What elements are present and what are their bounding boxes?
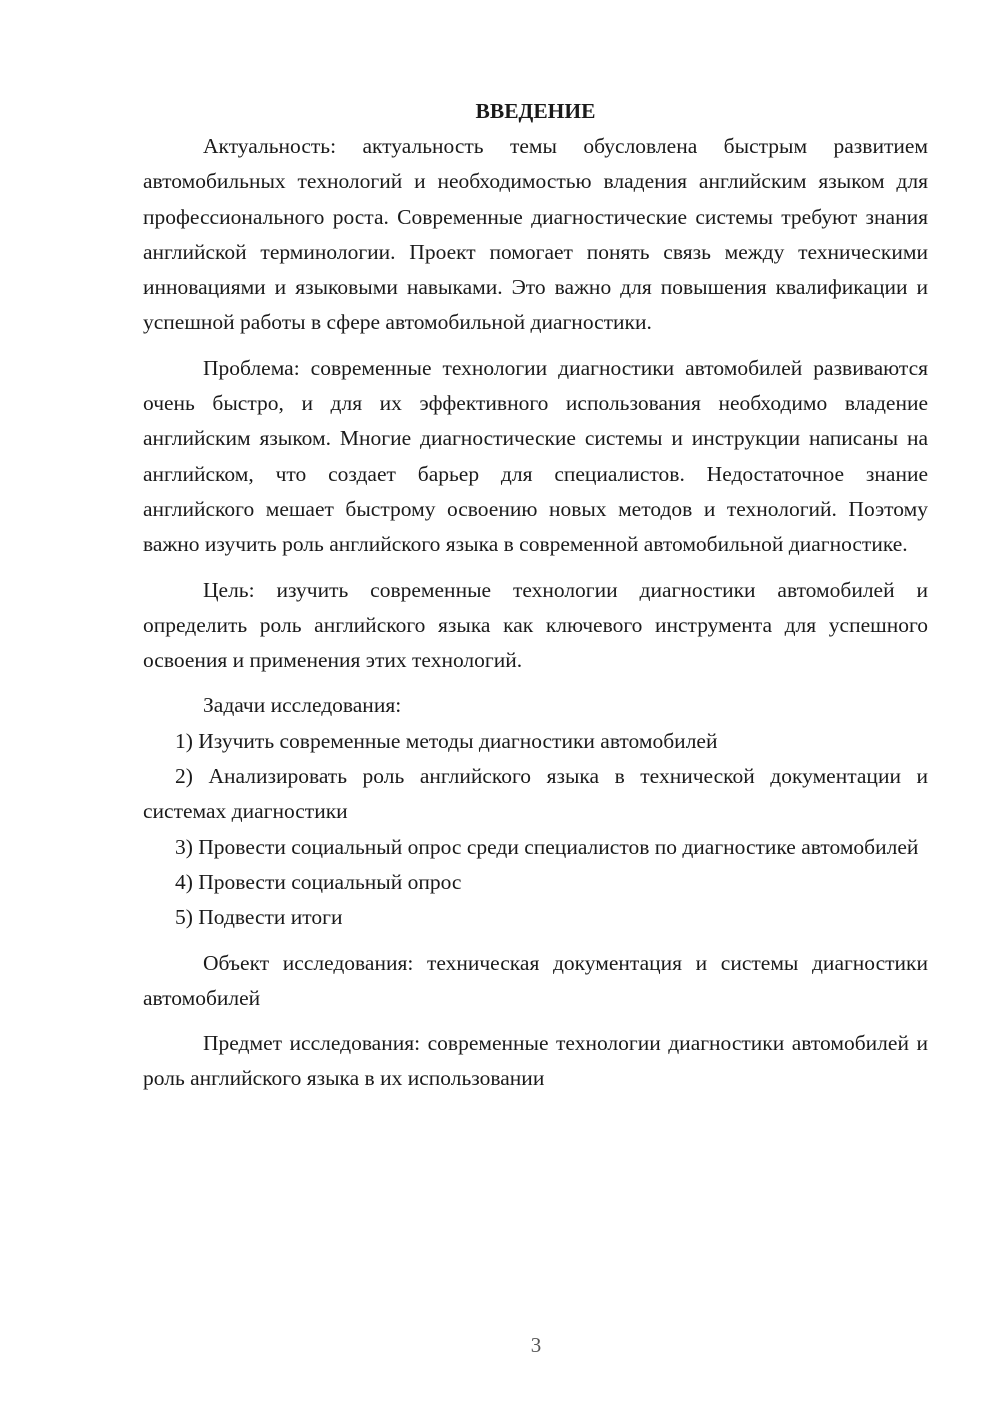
- goal-paragraph: Цель: изучить современные технологии диагностики автомобилей и определить роль английского языка как ключевого инструмента для успешного освоения и применения этих технологий.: [143, 577, 928, 673]
- task-item-3: 3) Провести социальный опрос среди специалистов по диагностике автомобилей: [175, 834, 919, 859]
- object-paragraph: Объект исследования: техническая документация и системы диагностики автомобилей: [143, 950, 928, 1010]
- task-item-1: 1) Изучить современные методы диагностики автомобилей: [175, 728, 718, 753]
- subject-paragraph: Предмет исследования: современные технологии диагностики автомобилей и роль английского языка в их использовании: [143, 1031, 928, 1091]
- task-item-2: 2) Анализировать роль английского языка в технической документации и системах диагностики: [143, 764, 928, 824]
- page-heading: ВВЕДЕНИЕ: [475, 99, 596, 123]
- relevance-paragraph: Актуальность: актуальность темы обусловлена быстрым развитием автомобильных технологий и необходимостью владения английским языком для профессионального роста. Современные диагностические системы требуют знания английской терминологии. Проект помогает понять связь между техническими инновациями и языковыми навыками. Это важно для повышения квалификации и успешной работы в сфере автомобильной диагностики.: [143, 134, 928, 335]
- task-item-4: 4) Провести социальный опрос: [175, 869, 462, 894]
- task-item-5: 5) Подвести итоги: [175, 905, 343, 930]
- problem-paragraph: Проблема: современные технологии диагностики автомобилей развиваются очень быстро, и для их эффективного использования необходимо владение английским языком. Многие диагностические системы и инструкции написаны на английском, что создает барьер для специалистов. Недостаточное знание английского мешает быстрому освоению новых методов и технологий. Поэтому важно изучить роль английского языка в современной автомобильной диагностике.: [143, 355, 928, 557]
- page-number: 3: [530, 1333, 542, 1357]
- page-content: [143, 94, 928, 1097]
- tasks-title: Задачи исследования:: [203, 693, 402, 718]
